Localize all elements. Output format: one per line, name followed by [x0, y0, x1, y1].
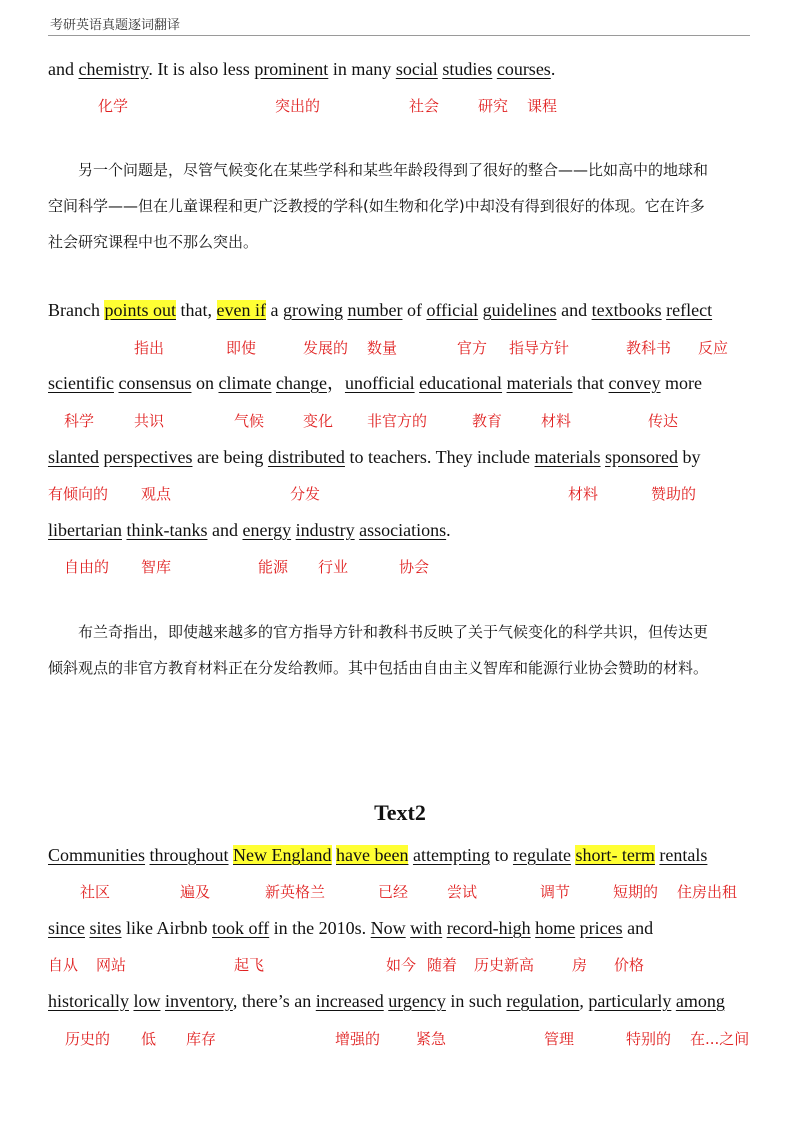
vocab-word: educational: [419, 373, 503, 393]
english-line: [48, 446, 701, 468]
vocab-word: Communities: [48, 845, 146, 865]
word-gloss: 材料: [568, 485, 599, 503]
vocab-word: home: [535, 918, 576, 938]
vocab-word: took off: [212, 918, 270, 938]
text-segment: more: [660, 373, 703, 393]
vocab-word: materials: [506, 373, 573, 393]
english-line: [48, 519, 451, 541]
word-gloss: 突出的: [275, 97, 321, 115]
text-segment: to: [489, 845, 513, 865]
word-gloss: 起飞: [234, 956, 265, 974]
english-line: [48, 917, 653, 939]
translation-line: 另一个问题是，尽管气候变化在某些学科和某些年龄段得到了很好的整合——比如高中的地球和: [48, 161, 709, 179]
text-segment: in many: [328, 59, 396, 79]
word-gloss: 网站: [96, 956, 127, 974]
vocab-word: slanted: [48, 447, 99, 467]
translation-line: 社会研究课程中也不那么突出。: [48, 233, 259, 251]
word-gloss: 房: [572, 956, 588, 974]
vocab-word: urgency: [388, 991, 446, 1011]
word-gloss: 发展的: [303, 339, 349, 357]
word-gloss: 科学: [64, 412, 95, 430]
word-gloss: 变化: [303, 412, 334, 430]
vocab-word: since: [48, 918, 85, 938]
vocab-word: consensus: [118, 373, 192, 393]
vocab-word: regulation: [506, 991, 580, 1011]
word-gloss: 分发: [290, 485, 321, 503]
vocab-word: energy: [242, 520, 292, 540]
word-gloss: 官方: [457, 339, 488, 357]
word-gloss: 课程: [527, 97, 558, 115]
english-line: [48, 372, 702, 394]
vocab-word: libertarian: [48, 520, 122, 540]
vocab-word: regulate: [512, 845, 571, 865]
word-gloss: 气候: [234, 412, 265, 430]
vocab-word: industry: [295, 520, 355, 540]
word-gloss: 自由的: [64, 558, 110, 576]
vocab-word: official: [426, 300, 479, 320]
word-gloss: 遍及: [180, 883, 211, 901]
word-gloss: 行业: [318, 558, 349, 576]
header-divider: [48, 35, 750, 36]
english-line: [48, 58, 555, 80]
text-segment: that: [572, 373, 609, 393]
vocab-word: low: [133, 991, 161, 1011]
text-segment: in the 2010s.: [269, 918, 371, 938]
word-gloss: 数量: [367, 339, 398, 357]
vocab-word: even if: [216, 300, 266, 320]
vocab-word: particularly: [588, 991, 672, 1011]
text-segment: in such: [445, 991, 507, 1011]
word-gloss: 调节: [540, 883, 571, 901]
word-gloss: 增强的: [335, 1030, 381, 1048]
text-segment: by: [678, 447, 701, 467]
vocab-word: studies: [442, 59, 493, 79]
word-gloss: 非官方的: [367, 412, 428, 430]
word-gloss: 特别的: [626, 1030, 672, 1048]
word-gloss: 共识: [134, 412, 165, 430]
vocab-word: Now: [370, 918, 406, 938]
english-line: [48, 299, 712, 321]
word-gloss: 住房出租: [677, 883, 738, 901]
word-gloss: 新英格兰: [265, 883, 326, 901]
vocab-word: chemistry: [78, 59, 149, 79]
word-gloss: 低: [141, 1030, 157, 1048]
word-gloss: 材料: [541, 412, 572, 430]
vocab-word: attempting: [412, 845, 490, 865]
text-segment: are being: [192, 447, 268, 467]
text-segment: that,: [176, 300, 217, 320]
word-gloss: 能源: [258, 558, 289, 576]
word-gloss: 历史的: [65, 1030, 111, 1048]
word-gloss: 即使: [226, 339, 257, 357]
english-line: [48, 844, 707, 866]
vocab-word: historically: [48, 991, 129, 1011]
text-segment: a: [265, 300, 283, 320]
word-gloss: 库存: [186, 1030, 217, 1048]
vocab-word: sites: [89, 918, 122, 938]
word-gloss: 研究: [478, 97, 509, 115]
word-gloss: 教科书: [626, 339, 672, 357]
word-gloss: 紧急: [416, 1030, 447, 1048]
vocab-word: convey: [608, 373, 661, 393]
vocab-word: textbooks: [591, 300, 662, 320]
text-segment: .: [446, 520, 451, 540]
word-gloss: 短期的: [613, 883, 659, 901]
vocab-word: prominent: [254, 59, 329, 79]
vocab-word: with: [410, 918, 443, 938]
translation-line: 空间科学——但在儿童课程和更广泛教授的学科(如生物和化学)中却没有得到很好的体现。它在许多: [48, 197, 705, 215]
text-segment: of: [402, 300, 427, 320]
text-segment: .: [550, 59, 556, 79]
text-segment: , there’s an: [232, 991, 316, 1011]
word-gloss: 价格: [614, 956, 645, 974]
vocab-word: increased: [315, 991, 384, 1011]
vocab-word: sponsored: [605, 447, 679, 467]
text-segment: Branch: [48, 300, 105, 320]
vocab-word: record-high: [446, 918, 531, 938]
vocab-word: associations: [359, 520, 447, 540]
vocab-word: New England: [233, 845, 332, 865]
text-segment: and: [207, 520, 243, 540]
vocab-word: perspectives: [103, 447, 193, 467]
word-gloss: 如今: [386, 956, 417, 974]
vocab-word: guidelines: [482, 300, 557, 320]
vocab-word: unofficial: [344, 373, 415, 393]
word-gloss: 社会: [409, 97, 440, 115]
text-segment: and: [48, 59, 79, 79]
word-gloss: 自从: [48, 956, 79, 974]
vocab-word: growing: [282, 300, 343, 320]
vocab-word: social: [395, 59, 438, 79]
translation-line: 布兰奇指出，即使越来越多的官方指导方针和教科书反映了关于气候变化的科学共识，但传达更: [48, 623, 709, 641]
word-gloss: 指导方针: [509, 339, 570, 357]
word-gloss: 已经: [378, 883, 409, 901]
vocab-word: have been: [336, 845, 409, 865]
text-segment: on: [191, 373, 219, 393]
section-title: Text2: [374, 800, 426, 825]
word-gloss: 历史新高: [474, 956, 535, 974]
vocab-word: short- term: [575, 845, 655, 865]
word-gloss: 有倾向的: [48, 485, 109, 503]
vocab-word: among: [675, 991, 725, 1011]
translation-line: 倾斜观点的非官方教育材料正在分发给教师。其中包括由自由主义智库和能源行业协会赞助的材料。: [48, 659, 709, 677]
vocab-word: points out: [104, 300, 176, 320]
word-gloss: 社区: [80, 883, 111, 901]
vocab-word: change: [275, 373, 327, 393]
word-gloss: 赞助的: [651, 485, 697, 503]
vocab-word: materials: [534, 447, 601, 467]
vocab-word: think-tanks: [126, 520, 208, 540]
text-segment: like Airbnb: [121, 918, 212, 938]
word-gloss: 教育: [472, 412, 503, 430]
vocab-word: scientific: [48, 373, 114, 393]
english-line: [48, 990, 725, 1012]
vocab-word: rentals: [659, 845, 708, 865]
text-segment: to teachers. They include: [344, 447, 535, 467]
word-gloss: 尝试: [447, 883, 478, 901]
word-gloss: 反应: [698, 339, 729, 357]
word-gloss: 协会: [399, 558, 430, 576]
word-gloss: 传达: [648, 412, 679, 430]
word-gloss: 指出: [134, 339, 165, 357]
text-segment: . It is also less: [148, 59, 255, 79]
vocab-word: prices: [579, 918, 623, 938]
text-segment: and: [556, 300, 592, 320]
text-segment: ，: [326, 373, 345, 393]
vocab-word: climate: [218, 373, 272, 393]
vocab-word: number: [347, 300, 403, 320]
vocab-word: reflect: [666, 300, 713, 320]
text-segment: and: [622, 918, 654, 938]
text-segment: ,: [579, 991, 589, 1011]
word-gloss: 智库: [141, 558, 172, 576]
vocab-word: inventory: [164, 991, 233, 1011]
vocab-word: throughout: [149, 845, 229, 865]
word-gloss: 观点: [141, 485, 172, 503]
word-gloss: 随着: [427, 956, 458, 974]
header-title: 考研英语真题逐词翻译: [50, 18, 181, 33]
vocab-word: distributed: [267, 447, 345, 467]
word-gloss: 管理: [544, 1030, 575, 1048]
vocab-word: courses: [496, 59, 551, 79]
word-gloss: 化学: [98, 97, 129, 115]
word-gloss: 在...之间: [690, 1030, 750, 1048]
